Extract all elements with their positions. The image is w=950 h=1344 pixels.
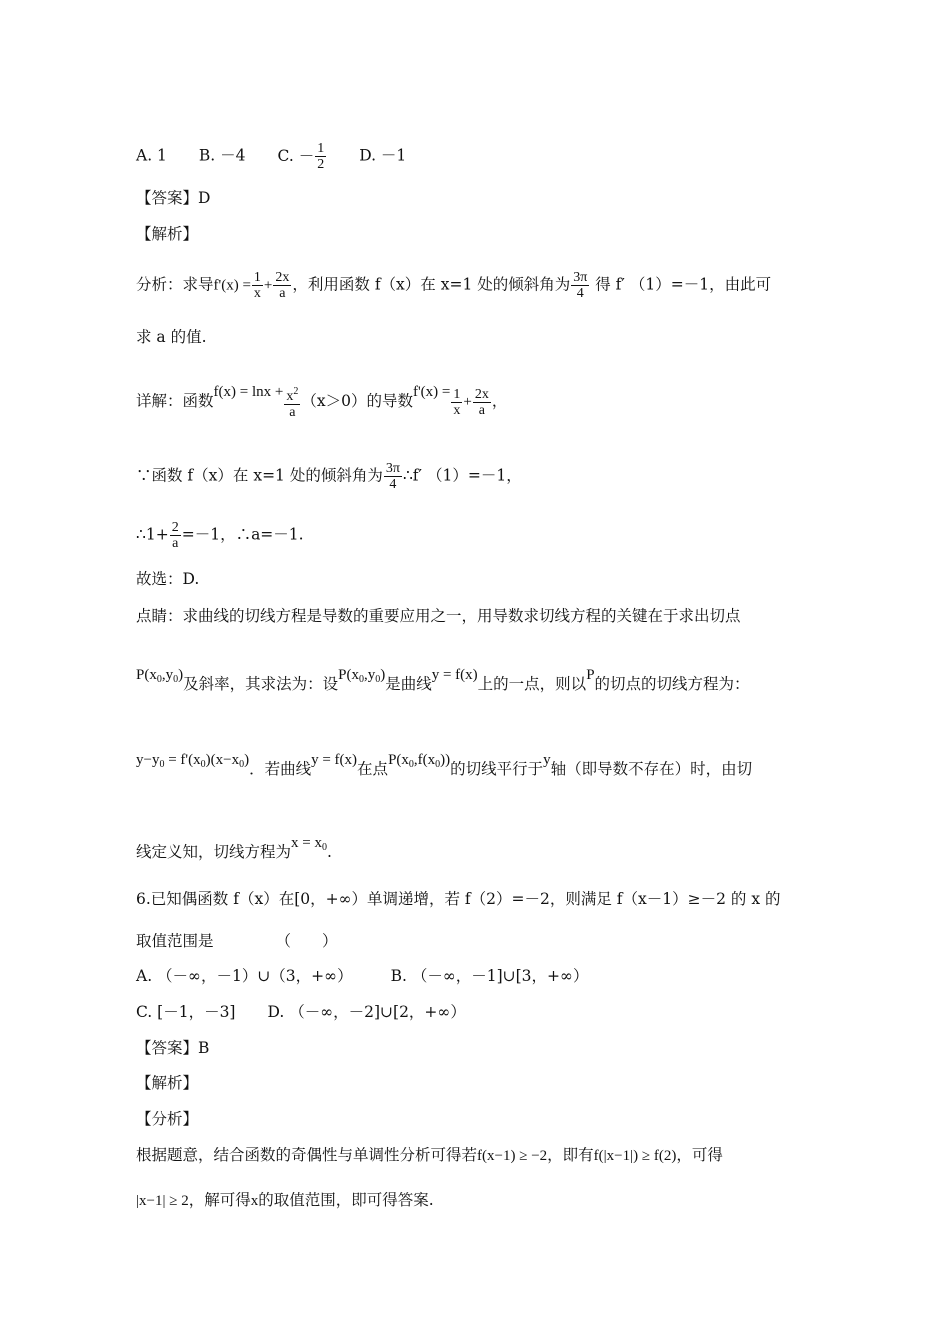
q6-option-c: C. [－1，－3] xyxy=(136,1003,236,1021)
q5-xiangjie-line1: 详解：函数f(x) = lnx + $\frac{x^2}{a}$ （x＞0）的导数f'(x) = $\frac{1}{x}$ + $\frac{2x}{a}$ ， xyxy=(136,384,508,420)
q6-body-line1: 根据题意，结合函数的奇偶性与单调性分析可得若f(x−1) ≥ −2，即有f(|x−1|) ≥ f(2)，可得 xyxy=(136,1146,723,1164)
q5-option-d: D. －1 xyxy=(359,146,407,165)
q6-fenxi-tag: 【分析】 xyxy=(136,1110,199,1128)
q6-option-d: D. （－∞，－2]∪[2，+∞） xyxy=(267,1003,466,1021)
q5-fenxi-line2: 求 a 的值. xyxy=(136,328,207,346)
q6-body-line2: |x−1| ≥ 2，解可得x的取值范围，即可得答案. xyxy=(136,1191,434,1209)
q6-option-a: A. （－∞，－1）∪（3，+∞） xyxy=(136,967,353,985)
q5-dianjing-line1: 点睛：求曲线的切线方程是导数的重要应用之一，用导数求切线方程的关键在于求出切点 xyxy=(136,607,741,625)
q6-stem-line1: 6.已知偶函数 f（x）在[0，+∞）单调递增，若 f（2）=－2，则满足 f（x－1）≥－2 的 x 的 xyxy=(136,890,781,908)
q5-because-line: ∵函数 f（x）在 x=1 处的倾斜角为 $\frac{3\pi}{4}$ ∴f′ （1）=－1， xyxy=(136,461,522,492)
q5-choose-line: 故选：D. xyxy=(136,570,200,588)
q5-answer: 【答案】D xyxy=(136,189,211,207)
q5-dianjing-line4: 线定义知，切线方程为$x = x_0$. xyxy=(136,835,332,861)
q6-option-b: B. （－∞，－1]∪[3，+∞） xyxy=(390,967,589,985)
q5-fenxi-line1: 分析：求导f'(x) = $\frac{1}{x}$ + $\frac{2x}{a}$ ，利用函数 f（x）在 x=1 处的倾斜角为 $\frac{3\pi}{4}$ 得 f′ （1）=－1，由此可 xyxy=(136,270,772,301)
q5-option-c: C. － $\frac{1}{2}$ xyxy=(277,141,325,172)
q5-therefore-line: ∴1+ $\frac{2}{a}$ =－1，∴a=－1. xyxy=(136,520,304,551)
q6-options-ab xyxy=(136,966,588,986)
q5-dianjing-line2: $P(x_0,y_0)$及斜率，其求法为：设$P(x_0,y_0)$是曲线y = f(x)上的一点，则以P的切点的切线方程为： xyxy=(136,667,750,693)
q6-stem-line2: 取值范围是 （ ） xyxy=(136,932,338,950)
q6-options-cd xyxy=(136,1002,466,1022)
q5-analysis-tag: 【解析】 xyxy=(136,225,199,243)
q5-option-b: B. －4 xyxy=(198,146,246,165)
q5-options xyxy=(136,141,406,172)
q6-analysis-tag: 【解析】 xyxy=(136,1074,199,1092)
q5-option-a: A. 1 xyxy=(136,146,167,165)
q5-dianjing-line3: $y-y_0 = f'(x_0)(x-x_0)$．若曲线y = f(x)在点$P(x_0,f(x_0))$的切线平行于y轴（即导数不存在）时，由切 xyxy=(136,752,753,778)
q6-answer: 【答案】B xyxy=(136,1039,210,1057)
